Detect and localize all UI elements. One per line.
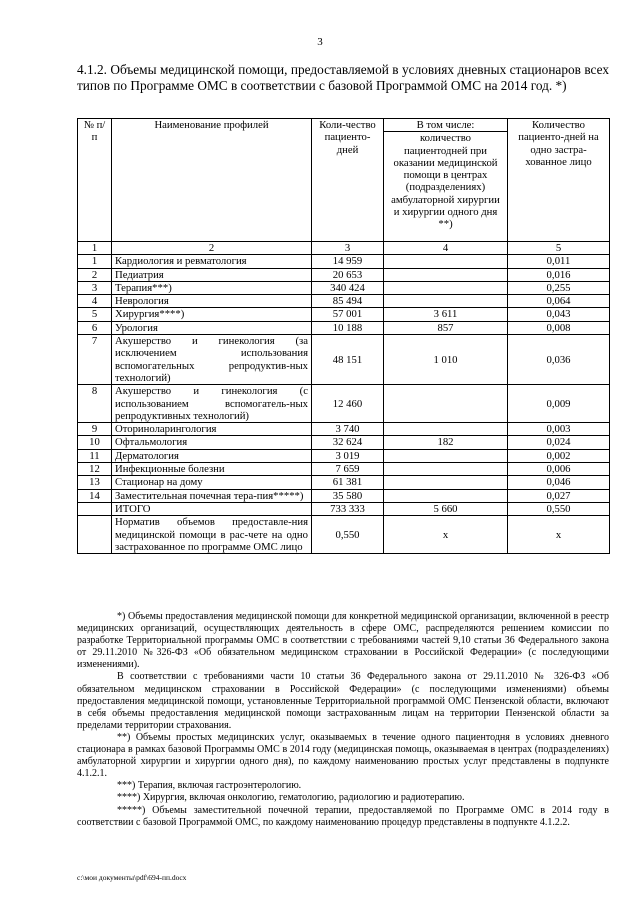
footnote: ***) Терапия, включая гастроэнтерологию. [117,780,302,792]
row-per-insured: 0,006 [508,463,610,476]
total-label: ИТОГО [112,502,312,515]
table-row [78,281,610,294]
row-number: 8 [78,385,112,423]
row-number: 3 [78,281,112,294]
row-number: 2 [78,268,112,281]
row-number: 9 [78,423,112,436]
column-number: 2 [112,242,312,255]
header-including-sub: количество пациентодней при оказании медицинской помощи в центрах (подразделениях) амбулаторной хирургии и хирургии одного дня **) [384,132,508,242]
row-surgery-days [384,489,508,502]
row-per-insured: 0,016 [508,268,610,281]
section-heading: 4.1.2. Объемы медицинской помощи, предоставляемой в условиях дневных стационаров всех типов по Программе ОМС в соответствии с базовой Программой ОМС на 2014 год. *) [77,62,609,93]
norm-empty-cell [78,516,112,554]
norm-patient-days: 0,550 [312,516,384,554]
row-profile: Педиатрия [112,268,312,281]
total-per-insured: 0,550 [508,502,610,515]
row-number: 14 [78,489,112,502]
norm-row [78,516,610,554]
row-per-insured: 0,002 [508,449,610,462]
row-patient-days: 85 494 [312,295,384,308]
row-patient-days: 32 624 [312,436,384,449]
row-per-insured: 0,009 [508,385,610,423]
row-patient-days: 57 001 [312,308,384,321]
row-profile: Заместительная почечная тера-пия*****) [112,489,312,502]
table-row [78,335,610,385]
norm-surgery-days: х [384,516,508,554]
row-profile: Терапия***) [112,281,312,294]
row-profile: Инфекционные болезни [112,463,312,476]
norm-per-insured: х [508,516,610,554]
row-profile: Кардиология и ревматология [112,255,312,268]
row-patient-days: 48 151 [312,335,384,385]
row-profile: Урология [112,321,312,334]
header-including: В том числе: [384,119,508,132]
table-row [78,268,610,281]
row-number: 13 [78,476,112,489]
row-patient-days: 3 019 [312,449,384,462]
row-number: 10 [78,436,112,449]
footnote: *) Объемы предоставления медицинской помощи для конкретной медицинской организации, включенной в реестр медицинских организаций, осуществляющих деятельность в сфере ОМС, распределяются решением комиссии по разработке Территориальной программы ОМС в соответствии с требованиями частей 9,10 статьи 36 Федерального закона от 29.11.2010 №326-ФЗ «Об обязательном медицинском страховании в Российской Федерации» (с последующими изменениями). [77,611,609,671]
total-surgery-days: 5 660 [384,502,508,515]
table-row [78,476,610,489]
column-number: 3 [312,242,384,255]
row-profile: Офтальмология [112,436,312,449]
table-row [78,321,610,334]
row-profile: Акушерство и гинекология (с использованием вспомогатель-ных репродуктивных технологий) [112,385,312,423]
table-row [78,385,610,423]
row-number: 11 [78,449,112,462]
footnotes [77,611,609,829]
row-surgery-days: 857 [384,321,508,334]
row-profile: Неврология [112,295,312,308]
table-row [78,436,610,449]
row-per-insured: 0,043 [508,308,610,321]
column-number: 4 [384,242,508,255]
row-patient-days: 10 188 [312,321,384,334]
row-patient-days: 20 653 [312,268,384,281]
row-surgery-days: 1 010 [384,335,508,385]
table-row [78,489,610,502]
row-profile: Акушерство и гинекология (за исключением использования вспомогательных репродуктив-ных технологий) [112,335,312,385]
row-patient-days: 35 580 [312,489,384,502]
volumes-table [77,118,610,554]
row-per-insured: 0,027 [508,489,610,502]
footnote: **) Объемы простых медицинских услуг, оказываемых в течение одного пациентодня в условиях дневного стационара в рамках базовой Программы ОМС в 2014 году (медицинская помощь, оказываемая в центрах (подразделениях) амбулаторной хирургии и хирургии одного дня), по каждому наименованию простых услуг представлены в подпункте 4.1.2.1. [77,731,609,780]
row-per-insured: 0,046 [508,476,610,489]
row-patient-days: 61 381 [312,476,384,489]
row-number: 12 [78,463,112,476]
row-patient-days: 3 740 [312,423,384,436]
row-surgery-days [384,463,508,476]
column-number-row [78,242,610,255]
row-surgery-days [384,423,508,436]
row-patient-days: 340 424 [312,281,384,294]
row-surgery-days [384,295,508,308]
header-profile: Наименование профилей [112,119,312,242]
column-number: 1 [78,242,112,255]
row-surgery-days [384,268,508,281]
row-profile: Хирургия****) [112,308,312,321]
row-per-insured: 0,255 [508,281,610,294]
footnote: *****) Объемы заместительной почечной терапии, предоставляемой по Программе ОМС в 2014 году в соответствии с базовой Программой ОМС, по каждому наименованию процедур представлены в подпункте 4.1.2.2. [77,804,609,828]
file-path: c:\мои документы\pdf\694-пп.docx [77,873,187,882]
row-surgery-days: 182 [384,436,508,449]
row-surgery-days [384,255,508,268]
row-per-insured: 0,008 [508,321,610,334]
total-row [78,502,610,515]
row-number: 5 [78,308,112,321]
row-surgery-days: 3 611 [384,308,508,321]
row-surgery-days [384,449,508,462]
norm-label: Норматив объемов предоставле-ния медицинской помощи в рас-чете на одно застрахованное по программе ОМС лицо [112,516,312,554]
row-profile: Дерматология [112,449,312,462]
row-surgery-days [384,385,508,423]
row-patient-days: 7 659 [312,463,384,476]
table-row [78,423,610,436]
header-num: № п/п [78,119,112,242]
column-number: 5 [508,242,610,255]
total-patient-days: 733 333 [312,502,384,515]
row-per-insured: 0,024 [508,436,610,449]
table-row [78,449,610,462]
row-surgery-days [384,281,508,294]
row-profile: Оториноларингология [112,423,312,436]
table-row [78,308,610,321]
row-per-insured: 0,003 [508,423,610,436]
row-per-insured: 0,064 [508,295,610,308]
footnote: ****) Хирургия, включая онкологию, гематологию, радиологию и радиотерапию. [117,792,465,804]
header-per-insured: Количество пациенто-дней на одно застра-хованное лицо [508,119,610,242]
row-per-insured: 0,011 [508,255,610,268]
table-row [78,255,610,268]
row-patient-days: 12 460 [312,385,384,423]
row-per-insured: 0,036 [508,335,610,385]
row-surgery-days [384,476,508,489]
row-number: 7 [78,335,112,385]
row-number: 4 [78,295,112,308]
table-row [78,463,610,476]
row-number: 6 [78,321,112,334]
table-row [78,295,610,308]
row-profile: Стационар на дому [112,476,312,489]
header-patient-days: Коли-чество пациенто-дней [312,119,384,242]
row-patient-days: 14 959 [312,255,384,268]
page-number: 3 [317,36,323,48]
row-number: 1 [78,255,112,268]
header-row [78,119,610,132]
footnote: В соответствии с требованиями части 10 статьи 36 Федерального закона от 29.11.2010 № 326-ФЗ «Об обязательном медицинском страховании в Российской Федерации» (с последующими изменениями) объемы предоставления медицинской помощи, установленные Территориальной программой ОМС Пензенской области, включают в себя объемы предоставления медицинской помощи застрахованным лицам на территории Пензенской области за пределами территории страхования. [77,671,609,731]
total-empty-cell [78,502,112,515]
